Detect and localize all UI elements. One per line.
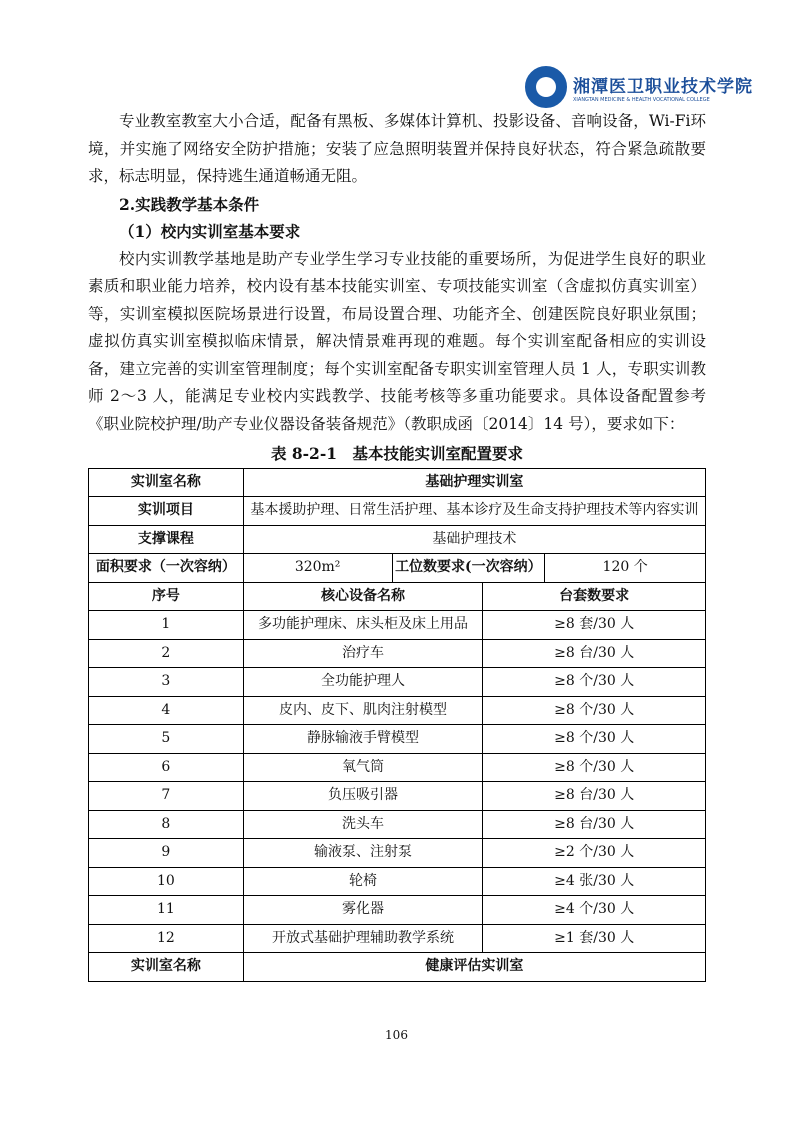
table-cell: 治疗车 [243,639,483,668]
table-cell: 8 [89,810,244,839]
table-cell: 输液泵、注射泵 [243,839,483,868]
table-row [89,782,706,811]
paragraph: 专业教室教室大小合适，配备有黑板、多媒体计算机、投影设备、音响设备，Wi-Fi环境，并实施了网络安全防护措施；安装了应急照明装置并保持良好状态，符合紧急疏散要求，标志明显，保持逃生通道畅通无阻。 [88,112,706,185]
table-cell: 11 [89,896,244,925]
table-cell: ≥8 台/30 人 [483,810,706,839]
table-cell: 皮内、皮下、肌肉注射模型 [243,696,483,725]
table-cell: ≥1 套/30 人 [483,924,706,953]
table-header-row: 序号 核心设备名称 台套数要求 [89,582,706,611]
table-row [89,668,706,697]
table-cell: 负压吸引器 [243,782,483,811]
table-cell: 7 [89,782,244,811]
table-row: 支撑课程 基础护理技术 [89,525,706,554]
table-cell: 开放式基础护理辅助教学系统 [243,924,483,953]
table-row [89,611,706,640]
paragraph: 校内实训教学基地是助产专业学生学习专业技能的重要场所，为促进学生良好的职业素质和职业能力培养，校内设有基本技能实训室、专项技能实训室（含虚拟仿真实训室）等，实训室模拟医院场景进行设置，布局设置合理、功能齐全、创建医院良好职业氛围；虚拟仿真实训室模拟临床情景，解决情景难再现的难题。每个实训室配备相应的实训设备，建立完善的实训室管理制度；每个实训室配备专职实训室管理人员 1 人，专职实训教师 2～3 人，能满足专业校内实践教学、技能考核等多重功能要求。具体设备配置参考《职业院校护理/助产专业仪器设备装备规范》（教职成函〔2014〕14 号），要求如下： [88,249,706,433]
table-cell: 6 [89,753,244,782]
table-cell: 5 [89,725,244,754]
table-row: 实训室名称 基础护理实训室 [89,468,706,497]
table-cell: ≥8 台/30 人 [483,639,706,668]
table-cell: 轮椅 [243,867,483,896]
table-row [89,867,706,896]
table-cell: 9 [89,839,244,868]
table-caption: 表 8-2-1 基本技能实训室配置要求 [270,444,524,463]
table-cell: 4 [89,696,244,725]
logo-en: XIANGTAN MEDICINE & HEALTH VOCATIONAL COLLEGE [573,96,710,103]
table-cell: ≥8 台/30 人 [483,782,706,811]
table-cell: ≥4 张/30 人 [483,867,706,896]
table-cell: 洗头车 [243,810,483,839]
table-row [89,896,706,925]
table-row [89,924,706,953]
table-cell: 10 [89,867,244,896]
table-row [89,639,706,668]
table-cell: 12 [89,924,244,953]
table-cell: ≥2 个/30 人 [483,839,706,868]
table-cell: ≥8 个/30 人 [483,696,706,725]
table-cell: ≥8 套/30 人 [483,611,706,640]
table-cell: 3 [89,668,244,697]
table-cell: 全功能护理人 [243,668,483,697]
document-body [88,108,706,982]
table-cell: ≥4 个/30 人 [483,896,706,925]
table-cell: ≥8 个/30 人 [483,668,706,697]
table-cell: ≥8 个/30 人 [483,725,706,754]
table-row [89,725,706,754]
subsection-heading: （1）校内实训室基本要求 [119,222,301,241]
table-row [89,810,706,839]
table-row: 面积要求（一次容纳） 320m² 工位数要求(一次容纳） 120 个 [89,554,706,583]
college-seal-icon [525,66,567,108]
table-row [89,696,706,725]
table-cell: 多功能护理床、床头柜及床上用品 [243,611,483,640]
table-cell: ≥8 个/30 人 [483,753,706,782]
college-logo [525,66,753,108]
table-cell: 雾化器 [243,896,483,925]
table-cell: 静脉输液手臂模型 [243,725,483,754]
equipment-table [88,468,706,982]
logo-cn: 湘潭医卫职业技术学院 [573,76,753,97]
section-heading: 2.实践教学基本条件 [119,194,260,214]
table-cell: 2 [89,639,244,668]
table-cell: 1 [89,611,244,640]
table-row: 实训室名称 健康评估实训室 [89,953,706,982]
table-row [89,753,706,782]
table-row: 实训项目 基本援助护理、日常生活护理、基本诊疗及生命支持护理技术等内容实训 [89,497,706,526]
page-number: 106 [385,1028,408,1042]
table-row [89,839,706,868]
table-cell: 氧气筒 [243,753,483,782]
